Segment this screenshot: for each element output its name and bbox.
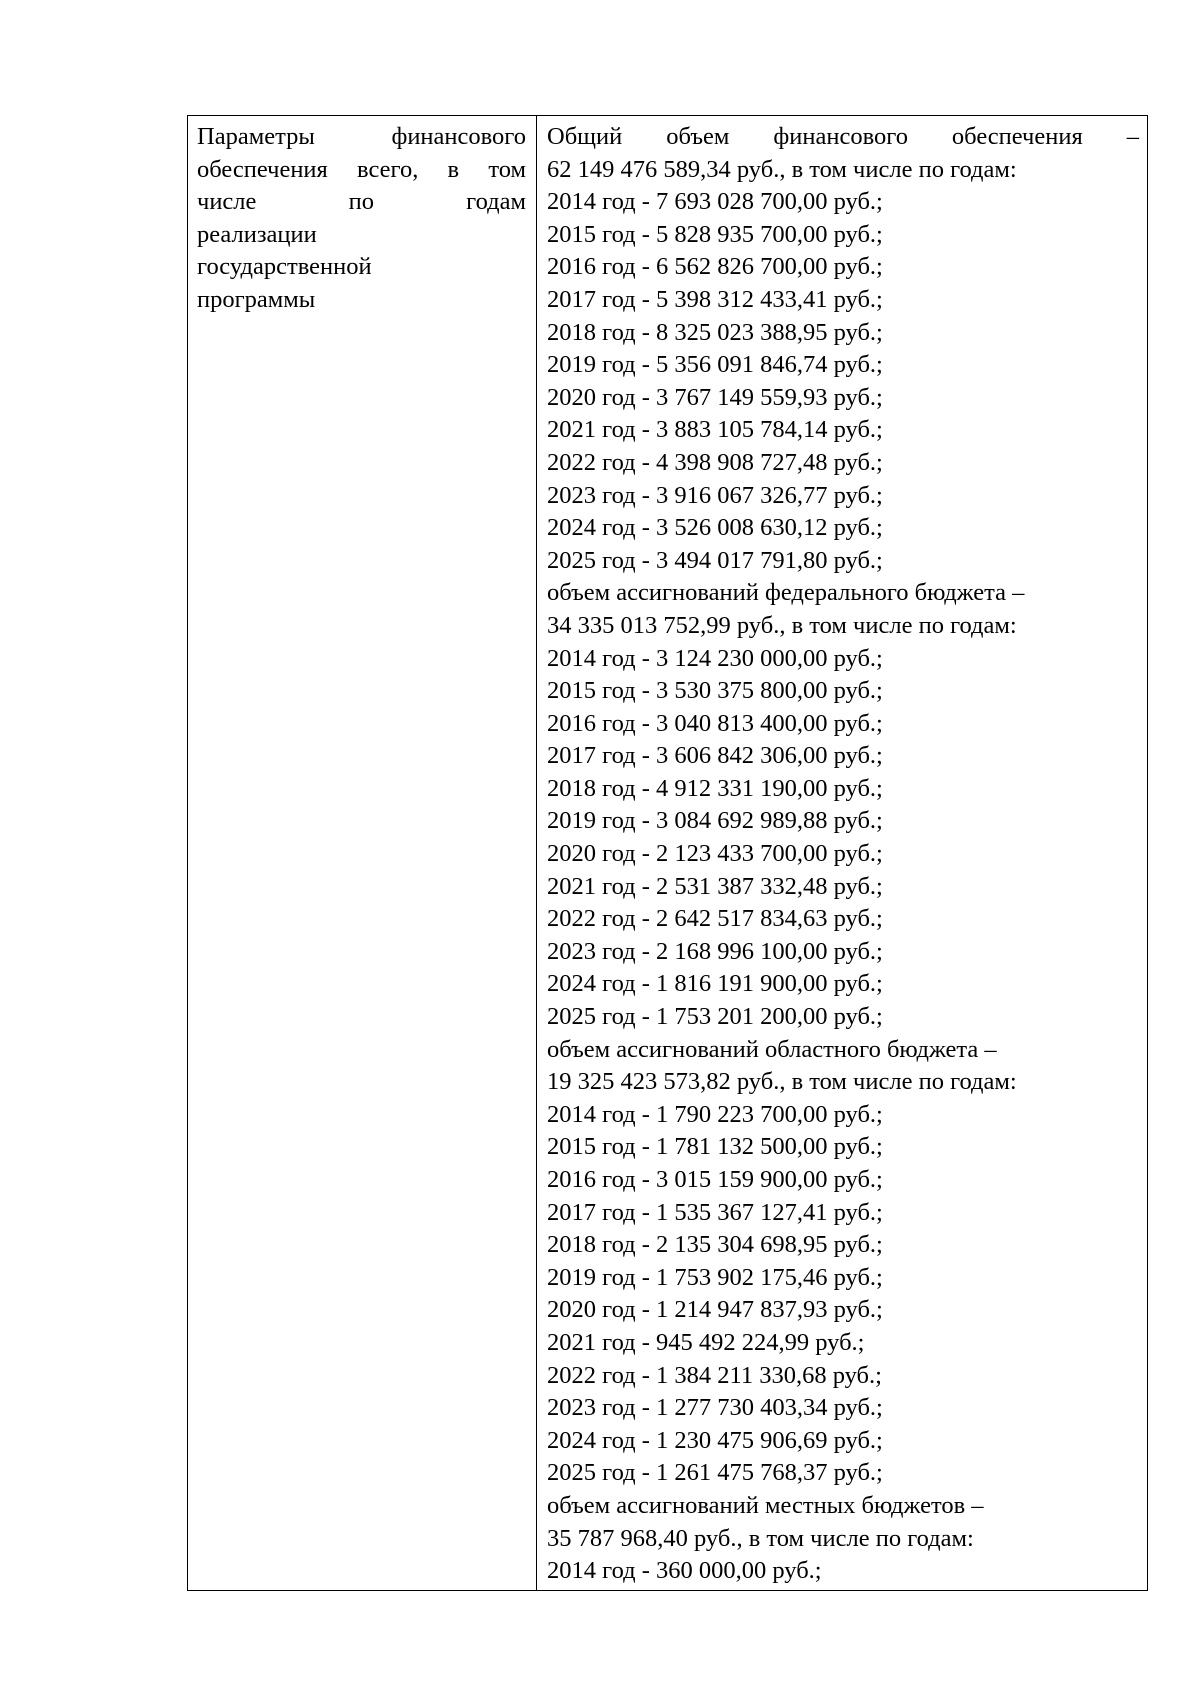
text-line: государственной — [197, 253, 372, 281]
text-line: 2023 год - 1 277 730 403,34 руб.; — [547, 1394, 883, 1422]
text-line: 2024 год - 1 230 475 906,69 руб.; — [547, 1426, 883, 1454]
text-line: объем ассигнований местных бюджетов – — [547, 1491, 984, 1519]
parameter-value-cell — [537, 116, 1148, 1591]
text-line: числе по годам — [197, 188, 526, 216]
text-line: 2019 год - 5 356 091 846,74 руб.; — [547, 351, 883, 379]
text-line: 2020 год - 3 767 149 559,93 руб.; — [547, 383, 883, 411]
text-line: объем ассигнований федерального бюджета – — [547, 579, 1025, 607]
text-line: 2017 год - 1 535 367 127,41 руб.; — [547, 1198, 883, 1226]
text-line: 2018 год - 8 325 023 388,95 руб.; — [547, 318, 883, 346]
text-line: 2020 год - 2 123 433 700,00 руб.; — [547, 840, 883, 868]
parameter-name-text — [197, 121, 526, 317]
text-line: 2018 год - 2 135 304 698,95 руб.; — [547, 1231, 883, 1259]
text-line: 2020 год - 1 214 947 837,93 руб.; — [547, 1296, 883, 1324]
text-line: обеспечения всего, в том — [197, 155, 526, 183]
text-line: 2023 год - 3 916 067 326,77 руб.; — [547, 481, 883, 509]
text-line: 35 787 968,40 руб., в том числе по годам: — [547, 1524, 974, 1552]
text-line: 2016 год - 6 562 826 700,00 руб.; — [547, 253, 883, 281]
text-line: Параметры финансового — [197, 123, 526, 150]
text-line: 2024 год - 1 816 191 900,00 руб.; — [547, 970, 883, 998]
text-line: объем ассигнований областного бюджета – — [547, 1035, 997, 1063]
text-line: 2018 год - 4 912 331 190,00 руб.; — [547, 774, 883, 802]
text-line: 2017 год - 3 606 842 306,00 руб.; — [547, 742, 883, 770]
text-line: 2019 год - 1 753 902 175,46 руб.; — [547, 1263, 883, 1291]
text-line: 2017 год - 5 398 312 433,41 руб.; — [547, 285, 883, 313]
text-line: 2014 год - 1 790 223 700,00 руб.; — [547, 1100, 883, 1128]
text-line: 2016 год - 3 040 813 400,00 руб.; — [547, 709, 883, 737]
parameter-value-text — [547, 121, 1139, 1590]
text-line: 2022 год - 2 642 517 834,63 руб.; — [547, 905, 883, 933]
financing-parameters-table — [187, 115, 1148, 1591]
text-line: 2016 год - 3 015 159 900,00 руб.; — [547, 1166, 883, 1193]
text-line: 2019 год - 3 084 692 989,88 руб.; — [547, 807, 883, 835]
text-line: 2025 год - 1 261 475 768,37 руб.; — [547, 1459, 883, 1487]
text-line: 2021 год - 3 883 105 784,14 руб.; — [547, 416, 883, 444]
text-line: 2015 год - 5 828 935 700,00 руб.; — [547, 220, 883, 248]
text-line: 62 149 476 589,34 руб., в том числе по годам: — [547, 155, 1017, 183]
text-line: 2021 год - 945 492 224,99 руб.; — [547, 1328, 865, 1356]
text-line: 2022 год - 4 398 908 727,48 руб.; — [547, 448, 883, 476]
parameter-name-cell — [188, 116, 537, 1591]
text-line: 2014 год - 7 693 028 700,00 руб.; — [547, 188, 883, 216]
table-row — [188, 116, 1148, 1591]
text-line: программы — [197, 285, 316, 313]
text-line: 2014 год - 3 124 230 000,00 руб.; — [547, 644, 883, 672]
text-line: 2021 год - 2 531 387 332,48 руб.; — [547, 872, 883, 900]
text-line: реализации — [197, 220, 317, 248]
text-line: 2022 год - 1 384 211 330,68 руб.; — [547, 1361, 882, 1389]
text-line: 2024 год - 3 526 008 630,12 руб.; — [547, 514, 883, 542]
text-line: 19 325 423 573,82 руб., в том числе по годам: — [547, 1068, 1017, 1096]
text-line: 2015 год - 3 530 375 800,00 руб.; — [547, 677, 883, 705]
text-line: 2023 год - 2 168 996 100,00 руб.; — [547, 937, 883, 965]
text-line: 34 335 013 752,99 руб., в том числе по годам: — [547, 611, 1017, 639]
text-line: 2014 год - 360 000,00 руб.; — [547, 1557, 822, 1585]
text-line: Общий объем финансового обеспечения – — [547, 123, 1139, 150]
text-line: 2025 год - 1 753 201 200,00 руб.; — [547, 1003, 883, 1031]
text-line: 2025 год - 3 494 017 791,80 руб.; — [547, 546, 883, 574]
text-line: 2015 год - 1 781 132 500,00 руб.; — [547, 1133, 883, 1161]
